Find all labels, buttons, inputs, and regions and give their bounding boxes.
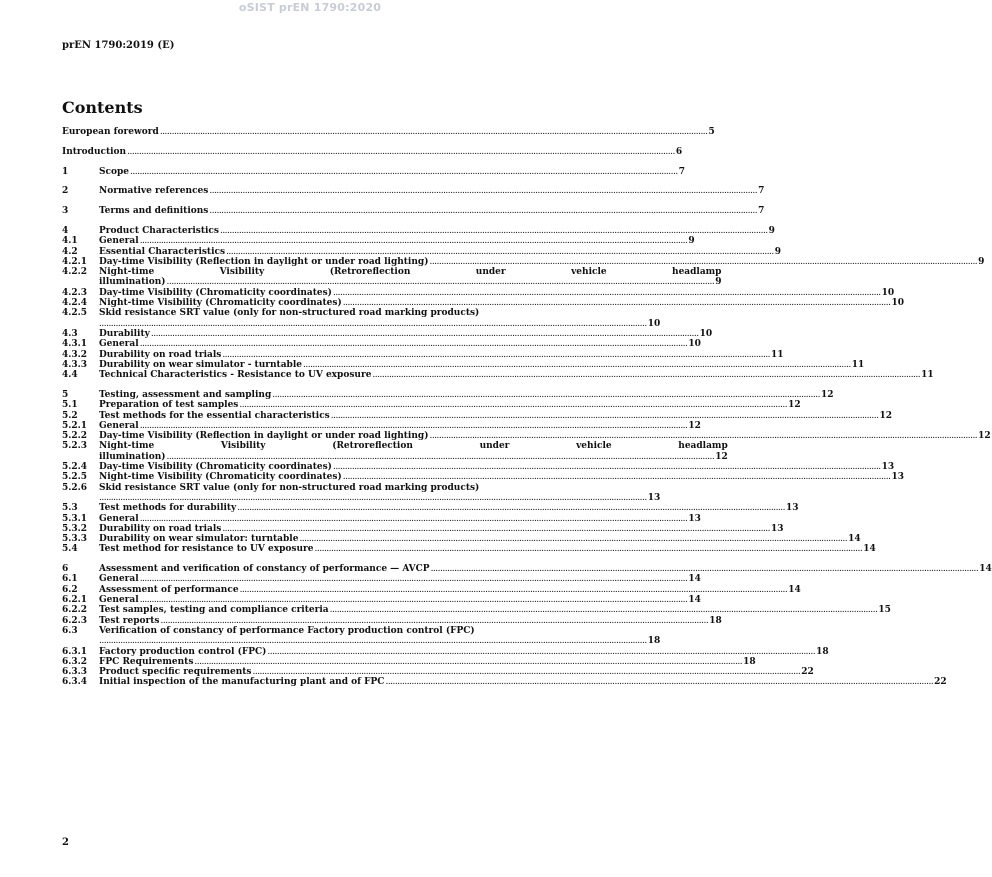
toc-title: Terms and definitions <box>99 206 209 217</box>
toc-entry[interactable] <box>62 225 775 236</box>
toc-title: Night-time Visibility (Chromaticity coordinates) <box>99 298 342 309</box>
toc-number: 4.3.1 <box>62 339 88 350</box>
toc-entry[interactable] <box>62 328 713 339</box>
toc-title: General <box>99 236 139 247</box>
toc-title: General <box>99 339 139 350</box>
toc-title: Test methods for the essential characteristics <box>99 410 330 421</box>
toc-page: 13 <box>771 523 784 534</box>
toc-number: 4.2 <box>62 246 78 257</box>
toc-entry[interactable] <box>62 584 801 595</box>
toc-number: 6.2.3 <box>62 615 88 626</box>
toc-number: 6.3.2 <box>62 656 88 667</box>
toc-title: Day-time Visibility (Chromaticity coordinates) <box>99 287 332 298</box>
toc-entry[interactable] <box>62 646 829 657</box>
toc-page: 11 <box>771 349 784 360</box>
toc-page: 13 <box>786 503 799 514</box>
toc-number: 5.2 <box>62 410 78 421</box>
toc-page: 14 <box>848 534 861 545</box>
toc-number: 6 <box>62 564 69 575</box>
toc-entry[interactable] <box>62 410 892 421</box>
toc-title: General <box>99 420 139 431</box>
toc-title: Durability on wear simulator - turntable <box>99 359 302 370</box>
toc-number: 1 <box>62 166 69 177</box>
toc-number: 6.2.1 <box>62 595 88 606</box>
toc-page: 10 <box>891 298 904 309</box>
toc-page: 13 <box>881 462 895 473</box>
toc-number: 5.2.2 <box>62 431 88 442</box>
toc-title: Durability on wear simulator: turntable <box>99 534 299 545</box>
toc-number: 5.2.3 <box>62 441 88 452</box>
toc-number: 6.3 <box>62 625 78 636</box>
toc-title: Product Characteristics <box>99 225 219 236</box>
toc-title: Durability <box>99 328 150 339</box>
toc-title: Normative references <box>99 186 209 197</box>
toc-entry[interactable] <box>62 462 895 473</box>
toc-page: 18 <box>709 615 722 626</box>
toc-entry[interactable] <box>62 308 661 329</box>
toc-entry[interactable] <box>62 615 722 626</box>
toc-title: Factory production control (FPC) <box>99 646 267 657</box>
toc-page: 11 <box>851 359 865 370</box>
toc-number: 4.2.5 <box>62 308 88 319</box>
toc-entry[interactable] <box>62 359 865 370</box>
toc-page: 9 <box>768 225 775 236</box>
toc-page: 12 <box>688 420 701 431</box>
toc-title: Initial inspection of the manufacturing plant and of FPC <box>99 677 385 688</box>
toc-entry[interactable] <box>62 472 904 483</box>
toc-title: Durability on road trials <box>99 349 222 360</box>
toc-entry[interactable] <box>62 677 947 688</box>
toc-page: 14 <box>688 574 701 585</box>
toc-number: 5.3 <box>62 503 78 514</box>
toc-number: 5.3.1 <box>62 513 88 524</box>
toc-number: 6.1 <box>62 574 78 585</box>
toc-title-line1: Night-time Visibility (Retroreflection under vehicle headlamp <box>99 441 728 452</box>
toc-title: Scope <box>99 166 130 177</box>
toc-entry[interactable] <box>62 667 814 678</box>
toc-page: 18 <box>816 646 829 657</box>
toc-page: 13 <box>688 513 701 524</box>
toc-title: Assessment and verification of constancy of performance — AVCP <box>99 564 430 575</box>
toc-number: 6.3.3 <box>62 667 88 678</box>
toc-number: 5.3.3 <box>62 534 88 545</box>
toc-number: 2 <box>62 186 69 197</box>
toc-title: Product specific requirements <box>99 667 252 678</box>
toc-page: 10 <box>699 328 713 339</box>
toc-number: 5.3.2 <box>62 523 88 534</box>
toc-page: 7 <box>758 206 765 217</box>
toc-page: 22 <box>801 667 814 678</box>
toc-entry[interactable] <box>62 441 728 462</box>
toc-number: 5 <box>62 389 69 400</box>
toc-title: General <box>99 595 139 606</box>
toc-page: 10 <box>647 318 661 329</box>
toc-title: FPC Requirements <box>99 656 194 667</box>
toc-title: Preparation of test samples <box>99 400 239 411</box>
toc-title-line2: illumination) <box>99 277 166 288</box>
toc-number: 4.2.1 <box>62 256 88 267</box>
toc-entry[interactable] <box>62 574 701 585</box>
toc-page: 6 <box>675 146 683 157</box>
toc-page: 12 <box>715 451 728 462</box>
toc-entry[interactable] <box>62 127 715 137</box>
toc-page: 22 <box>934 677 947 688</box>
toc-entry[interactable] <box>62 400 801 411</box>
toc-number: 5.2.1 <box>62 420 88 431</box>
toc-entry[interactable] <box>62 595 701 606</box>
toc-entry[interactable] <box>62 389 834 400</box>
toc-entry[interactable] <box>62 431 991 442</box>
toc-page: 18 <box>647 636 661 647</box>
toc-page: 14 <box>979 564 992 575</box>
toc-page: 12 <box>978 431 991 442</box>
toc-number: 4.3.2 <box>62 349 88 360</box>
toc-entry[interactable] <box>62 625 661 647</box>
toc-page: 10 <box>688 339 701 350</box>
toc-number: 5.1 <box>62 400 78 411</box>
toc-page: 5 <box>708 127 715 137</box>
toc-page: 9 <box>715 277 722 288</box>
toc-number: 6.2.2 <box>62 605 88 616</box>
toc-entry[interactable] <box>62 370 934 381</box>
toc-entry[interactable] <box>62 236 695 247</box>
toc-number: 5.4 <box>62 544 78 555</box>
toc-entry[interactable] <box>62 420 701 431</box>
toc-number: 4.3.3 <box>62 359 88 370</box>
toc-entry[interactable] <box>62 287 895 298</box>
toc-entry[interactable] <box>62 482 661 504</box>
toc-number: 5.2.6 <box>62 482 88 493</box>
toc-entry[interactable] <box>62 339 701 350</box>
table-of-contents <box>62 127 992 688</box>
toc-title: Day-time Visibility (Reflection in daylight or under road lighting) <box>99 256 429 267</box>
toc-title-line1: Skid resistance SRT value (only for non-structured road marking products) <box>99 308 480 319</box>
toc-title: Introduction <box>62 146 127 157</box>
toc-number: 6.2 <box>62 584 78 595</box>
toc-number: 4.2.4 <box>62 298 88 309</box>
toc-entry[interactable] <box>62 186 765 197</box>
toc-entry[interactable] <box>62 534 861 545</box>
toc-title: Test method for resistance to UV exposure <box>99 544 314 555</box>
watermark: oSIST prEN 1790:2020 <box>238 1 382 14</box>
toc-number: 4.1 <box>62 236 78 247</box>
toc-entry[interactable] <box>62 246 782 257</box>
toc-title: Test methods for durability <box>99 503 237 514</box>
toc-title: Test samples, testing and compliance criteria <box>99 605 329 616</box>
toc-title: Test reports <box>99 615 160 626</box>
toc-number: 4.2.2 <box>62 267 88 278</box>
document-id: prEN 1790:2019 (E) <box>62 40 175 51</box>
toc-number: 6.3.4 <box>62 677 88 688</box>
toc-page: 11 <box>921 370 934 381</box>
toc-page: 9 <box>774 246 782 257</box>
toc-page: 12 <box>788 400 801 411</box>
toc-title: Testing, assessment and sampling <box>99 389 272 400</box>
toc-page: 15 <box>878 605 891 616</box>
toc-title-line1: Skid resistance SRT value (only for non-structured road marking products) <box>99 482 480 493</box>
toc-page: 7 <box>678 166 685 177</box>
toc-title: Essential Characteristics <box>99 246 226 257</box>
toc-entry[interactable] <box>62 349 784 360</box>
toc-title: Day-time Visibility (Reflection in daylight or under road lighting) <box>99 431 429 442</box>
toc-entry[interactable] <box>62 656 756 667</box>
toc-page: 13 <box>891 472 904 483</box>
toc-number: 4.4 <box>62 370 78 381</box>
toc-page: 14 <box>863 544 876 555</box>
toc-page: 7 <box>758 186 765 197</box>
contents-title: Contents <box>62 98 143 117</box>
toc-number: 4.2.3 <box>62 287 88 298</box>
toc-entry[interactable] <box>62 544 876 555</box>
toc-title: Night-time Visibility (Chromaticity coordinates) <box>99 472 342 483</box>
toc-number: 4.3 <box>62 328 78 339</box>
toc-page: 13 <box>647 492 661 503</box>
toc-entry[interactable] <box>62 267 722 288</box>
toc-page: 12 <box>879 410 892 421</box>
toc-title: Technical Characteristics - Resistance to UV exposure <box>99 370 372 381</box>
toc-page: 18 <box>743 656 756 667</box>
toc-entry[interactable] <box>62 146 683 157</box>
toc-title: General <box>99 574 139 585</box>
toc-entry[interactable] <box>62 605 891 616</box>
toc-number: 5.2.4 <box>62 462 88 473</box>
toc-title-line2: illumination) <box>99 451 166 462</box>
toc-entry[interactable] <box>62 166 685 177</box>
toc-entry[interactable] <box>62 256 985 267</box>
toc-entry[interactable] <box>62 298 904 309</box>
toc-title: General <box>99 513 139 524</box>
toc-page: 9 <box>688 236 695 247</box>
toc-entry[interactable] <box>62 206 765 217</box>
toc-page: 12 <box>820 389 834 400</box>
toc-page: 14 <box>788 584 801 595</box>
toc-title-line1: Verification of constancy of performance Factory production control (FPC) <box>99 625 475 636</box>
toc-page: 10 <box>881 287 895 298</box>
toc-entry[interactable] <box>62 513 701 524</box>
toc-title: European foreword <box>62 127 159 137</box>
toc-entry[interactable] <box>62 523 784 534</box>
page-number: 2 <box>62 837 69 848</box>
toc-number: 5.2.5 <box>62 472 88 483</box>
toc-title-line1: Night-time Visibility (Retroreflection under vehicle headlamp <box>99 267 722 278</box>
toc-number: 6.3.1 <box>62 646 88 657</box>
toc-title: Assessment of performance <box>99 584 239 595</box>
toc-number: 3 <box>62 206 69 217</box>
toc-number: 4 <box>62 225 69 236</box>
toc-page: 14 <box>688 595 701 606</box>
toc-title: Durability on road trials <box>99 523 222 534</box>
toc-entry[interactable] <box>62 503 799 514</box>
toc-page: 9 <box>978 256 985 267</box>
toc-title: Day-time Visibility (Chromaticity coordinates) <box>99 462 332 473</box>
toc-entry[interactable] <box>62 564 992 575</box>
